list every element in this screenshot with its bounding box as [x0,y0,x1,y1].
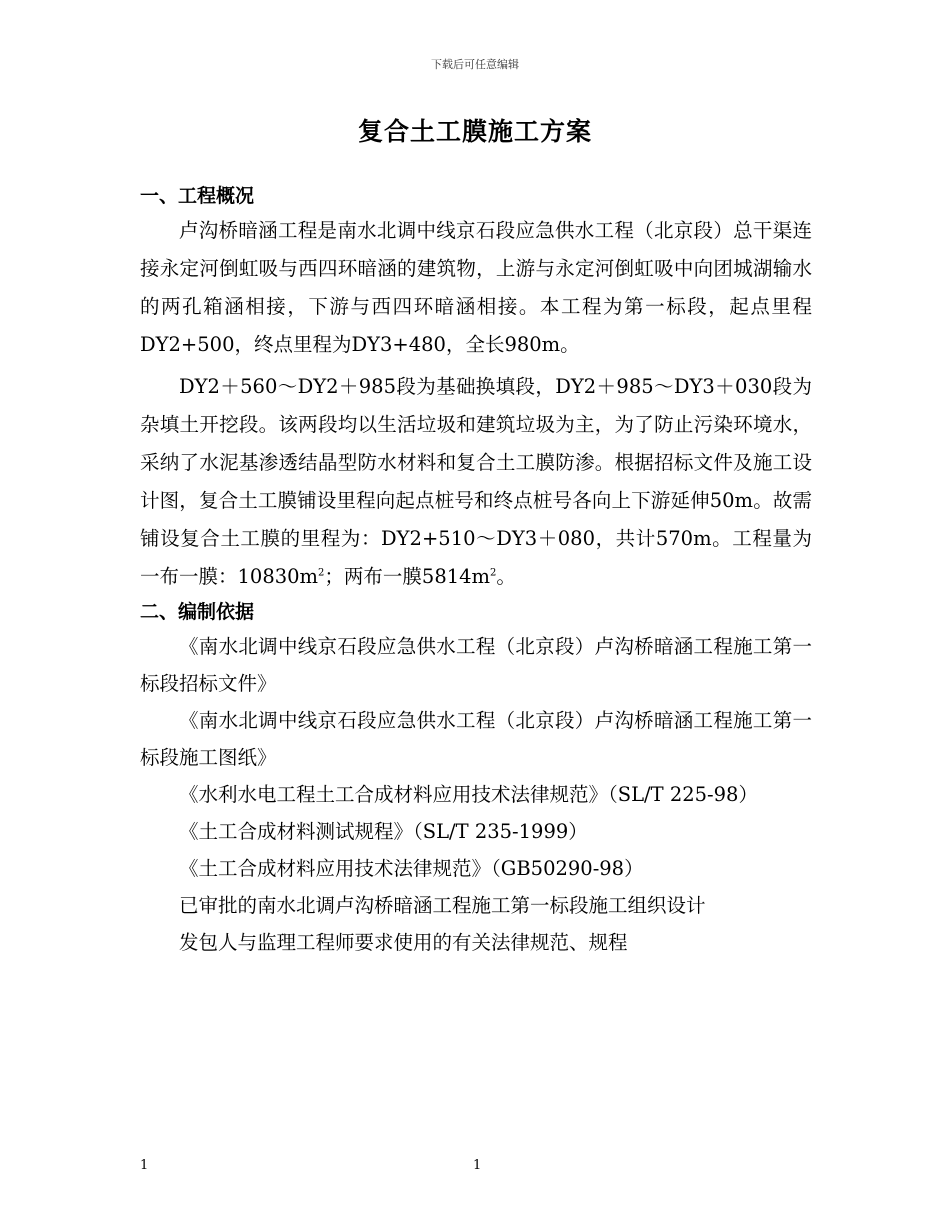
overview-paragraph-1: 卢沟桥暗涵工程是南水北调中线京石段应急供水工程（北京段）总干渠连接永定河倒虹吸与西四环暗涵的建筑物，上游与永定河倒虹吸中向团城湖输水的两孔箱涵相接，下游与西四环暗涵相接。本工程为第一标段，起点里程DY2+500，终点里程为DY3+480，全长980m。 [140,219,812,356]
overview-paragraph-2-text: DY2＋560～DY2＋985段为基础换填段，DY2＋985～DY3＋030段为杂填土开挖段。该两段均以生活垃圾和建筑垃圾为主，为了防止污染环境水，采纳了水泥基渗透结晶型防水材料和复合土工膜防渗。根据招标文件及施工设计图，复合土工膜铺设里程向起点桩号和终点桩号各向上下游延伸50m。故需铺设复合土工膜的里程为：DY2+510～DY3＋080，共计570m。工程量为一布一膜：10830m [140,375,812,588]
overview-paragraph-2-text-c: 。 [496,565,516,588]
reference-item: 《水利水电工程土工合成材料应用技术法律规范》（SL/T 225-98） [179,783,758,806]
overview-paragraph-2 [140,368,812,596]
reference-item: 已审批的南水北调卢沟桥暗涵工程施工第一标段施工组织设计 [179,894,706,917]
superscript-2: 2 [490,567,497,579]
header-note: 下载后可任意编辑 [431,58,519,71]
overview-paragraph-2-text-b: ；两布一膜5814m [324,565,491,588]
section-heading-overview: 一、工程概况 [140,185,255,207]
reference-item: 《南水北调中线京石段应急供水工程（北京段）卢沟桥暗涵工程施工第一标段施工图纸》 [140,709,812,769]
reference-item: 发包人与监理工程师要求使用的有关法律规范、规程 [179,931,628,954]
reference-item: 《南水北调中线京石段应急供水工程（北京段）卢沟桥暗涵工程施工第一标段招标文件》 [140,635,812,695]
document-body [140,180,812,961]
footer-page-number-left: 1 [140,1158,149,1173]
superscript-2: 2 [318,567,325,579]
reference-item: 《土工合成材料测试规程》（SL/T 235-1999） [179,820,588,843]
document-title: 复合土工膜施工方案 [357,117,592,146]
reference-item: 《土工合成材料应用技术法律规范》（GB50290-98） [179,857,644,880]
footer-page-number-center: 1 [473,1158,482,1173]
section-heading-basis: 二、编制依据 [140,601,255,623]
